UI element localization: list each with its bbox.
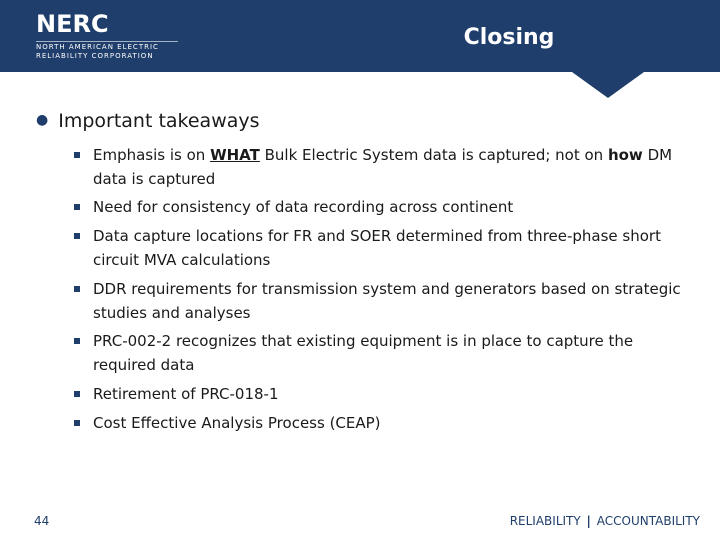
list-item [74, 277, 694, 325]
bullet-dot-icon: ● [36, 112, 49, 128]
square-bullet-icon [74, 338, 80, 344]
logo-tagline-2: RELIABILITY CORPORATION [36, 52, 154, 60]
page-number: 44 [34, 514, 50, 528]
list-item-text: PRC-002-2 recognizes that existing equipment is in place to capture the required data [93, 332, 634, 374]
logo-tagline-1: NORTH AMERICAN ELECTRIC [36, 43, 159, 51]
list-item [74, 411, 694, 435]
square-bullet-icon [74, 204, 80, 210]
list-item-text: Need for consistency of data recording across continent [93, 198, 514, 216]
list-item [74, 143, 694, 191]
list-item-text: Emphasis is on WHAT Bulk Electric System data is captured; not on how DM data is captured [93, 146, 673, 188]
logo-wordmark: NERC [36, 10, 109, 38]
list-item [74, 382, 694, 406]
list-item [74, 195, 694, 219]
square-bullet-icon [74, 233, 80, 239]
nerc-logo [36, 12, 186, 60]
logo-divider [36, 41, 178, 42]
footer-tagline [510, 514, 700, 528]
main-bullet [36, 110, 260, 132]
slide-title: Closing [463, 25, 555, 50]
list-item-text: Retirement of PRC-018-1 [93, 385, 279, 403]
square-bullet-icon [74, 391, 80, 397]
square-bullet-icon [74, 286, 80, 292]
list-item [74, 224, 694, 272]
header-bar [0, 0, 720, 72]
main-bullet-text: Important takeaways [58, 110, 260, 132]
footer-accountability: ACCOUNTABILITY [596, 514, 700, 528]
square-bullet-icon [74, 420, 80, 426]
list-item [74, 329, 694, 377]
list-item-text: Cost Effective Analysis Process (CEAP) [93, 414, 381, 432]
list-item-text: Data capture locations for FR and SOER determined from three-phase short circuit MVA calculations [93, 227, 661, 269]
footer-separator: | [586, 514, 591, 528]
list-item-text: DDR requirements for transmission system and generators based on strategic studies and analyses [93, 280, 681, 322]
header-chevron [572, 72, 644, 98]
square-bullet-icon [74, 152, 80, 158]
footer-reliability: RELIABILITY [509, 514, 581, 528]
